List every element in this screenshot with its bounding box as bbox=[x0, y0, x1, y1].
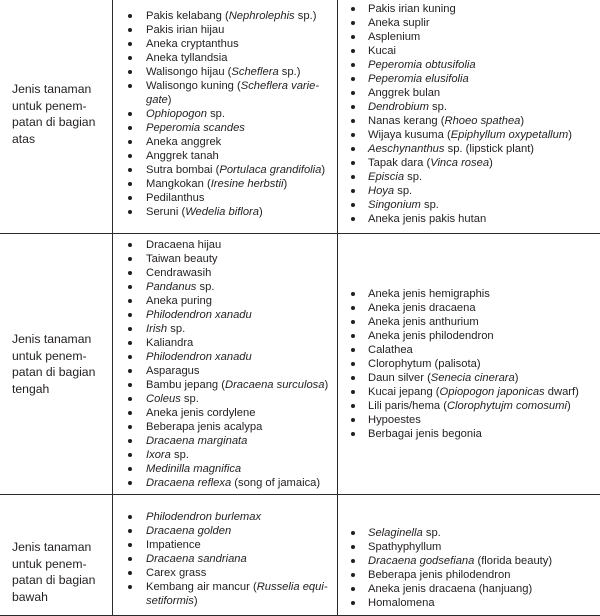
item-text: Aneka jenis dracaena bbox=[368, 302, 476, 314]
item-text: Wijaya kusuma ( bbox=[368, 129, 451, 141]
item-text: Beberapa jenis acalypa bbox=[146, 421, 262, 433]
list-item bbox=[113, 378, 337, 392]
list-item bbox=[113, 205, 337, 219]
species-name: Ophiopogon bbox=[146, 108, 207, 120]
item-text: Nanas kerang ( bbox=[368, 115, 445, 127]
list-item bbox=[113, 163, 337, 177]
plant-list bbox=[113, 503, 337, 608]
item-text: ) bbox=[520, 115, 524, 127]
item-text: Bambu jepang ( bbox=[146, 379, 225, 391]
list-item bbox=[338, 86, 600, 100]
item-text: ) bbox=[325, 379, 329, 391]
species-name: Peperomia scandes bbox=[146, 122, 245, 134]
item-text: Impatience bbox=[146, 539, 201, 551]
list-item bbox=[113, 566, 337, 580]
list-item bbox=[113, 280, 337, 294]
list-item bbox=[113, 23, 337, 37]
species-name: Singonium bbox=[368, 199, 421, 211]
list-item bbox=[113, 364, 337, 378]
item-text: Aneka jenis hemigraphis bbox=[368, 288, 490, 300]
list-item bbox=[113, 107, 337, 121]
list-item bbox=[338, 357, 600, 371]
list-item bbox=[113, 510, 337, 524]
species-name: Vinca rosea bbox=[430, 157, 489, 169]
list-item bbox=[113, 149, 337, 163]
species-name: Peperomia elusifolia bbox=[368, 73, 469, 85]
item-text: sp. bbox=[207, 108, 225, 120]
item-text: sp.) bbox=[279, 66, 301, 78]
list-item bbox=[113, 65, 337, 79]
species-name: Dracaena sandriana bbox=[146, 553, 247, 565]
species-name: Episcia bbox=[368, 171, 404, 183]
item-text: Aneka jenis pakis hutan bbox=[368, 213, 486, 225]
label-line: patan di bagian bbox=[12, 572, 112, 589]
label-line: Jenis tanaman bbox=[12, 331, 112, 348]
plant-list bbox=[113, 238, 337, 490]
item-text: sp. (lipstick plant) bbox=[445, 143, 535, 155]
list-item bbox=[338, 413, 600, 427]
item-text: Aneka anggrek bbox=[146, 136, 221, 148]
list-item bbox=[113, 121, 337, 135]
plant-list-column-2 bbox=[338, 234, 600, 495]
list-item bbox=[338, 582, 600, 596]
item-text: ) bbox=[489, 157, 493, 169]
species-name: Dracaena marginata bbox=[146, 435, 247, 447]
list-item bbox=[113, 434, 337, 448]
list-item bbox=[338, 554, 600, 568]
item-text: Berbagai jenis begonia bbox=[368, 428, 482, 440]
species-name: gate bbox=[146, 94, 168, 106]
plant-list-column-2 bbox=[338, 495, 600, 616]
species-name: Medinilla magnifica bbox=[146, 463, 241, 475]
list-item bbox=[113, 177, 337, 191]
item-text: Carex grass bbox=[146, 567, 206, 579]
item-text: sp. bbox=[404, 171, 422, 183]
item-text: Asparagus bbox=[146, 365, 200, 377]
species-name: Rhoeo spathea bbox=[445, 115, 521, 127]
item-text: ) bbox=[567, 400, 571, 412]
species-name: Russelia equi- bbox=[257, 581, 328, 593]
list-item bbox=[113, 580, 337, 594]
item-text: sp. bbox=[196, 281, 214, 293]
plant-list-column-1 bbox=[113, 0, 338, 234]
item-text: Homalomena bbox=[368, 597, 435, 609]
item-text: ) bbox=[168, 94, 172, 106]
list-item bbox=[338, 58, 600, 72]
species-name: setiformis bbox=[146, 595, 194, 607]
species-name: Peperomia obtusifolia bbox=[368, 59, 476, 71]
species-name: Selaginella bbox=[368, 527, 423, 539]
species-name: Dracaena surculosa bbox=[225, 379, 325, 391]
list-item bbox=[338, 114, 600, 128]
item-text: Sutra bombai ( bbox=[146, 164, 219, 176]
item-text: (florida beauty) bbox=[474, 555, 552, 567]
list-item bbox=[113, 462, 337, 476]
item-text: Kembang air mancur ( bbox=[146, 581, 257, 593]
placement-label bbox=[0, 0, 113, 234]
species-name: Scheflera bbox=[231, 66, 278, 78]
species-name: Coleus bbox=[146, 393, 181, 405]
item-text: sp. bbox=[394, 185, 412, 197]
item-text: sp. bbox=[429, 101, 447, 113]
list-item bbox=[113, 191, 337, 205]
item-text: Aneka jenis dracaena (hanjuang) bbox=[368, 583, 532, 595]
species-name: Epiphyllum oxypetallum bbox=[451, 129, 569, 141]
species-name: Philodendron xanadu bbox=[146, 351, 252, 363]
item-text: Pakis irian kuning bbox=[368, 3, 456, 15]
list-item bbox=[338, 100, 600, 114]
species-name: Aeschynanthus bbox=[368, 143, 445, 155]
plant-list-column-1 bbox=[113, 495, 338, 616]
label-line: bawah bbox=[12, 589, 112, 606]
item-text: ) bbox=[568, 129, 572, 141]
list-item bbox=[338, 72, 600, 86]
item-text: Daun silver ( bbox=[368, 372, 431, 384]
list-item bbox=[113, 392, 337, 406]
item-text: sp. bbox=[171, 449, 189, 461]
list-item bbox=[113, 552, 337, 566]
list-item bbox=[113, 524, 337, 538]
placement-label bbox=[0, 234, 113, 495]
item-text: Anggrek tanah bbox=[146, 150, 219, 162]
species-name: Portulaca grandifolia bbox=[219, 164, 321, 176]
list-item bbox=[338, 427, 600, 441]
item-text: Pedilanthus bbox=[146, 192, 204, 204]
list-item bbox=[113, 476, 337, 490]
label-line: Jenis tanaman bbox=[12, 539, 112, 556]
item-text: ) bbox=[283, 178, 287, 190]
species-name: Philodendron burlemax bbox=[146, 511, 261, 523]
species-name: Iresine herbstii bbox=[211, 178, 284, 190]
list-item bbox=[113, 9, 337, 23]
label-line: untuk penem- bbox=[12, 98, 112, 115]
item-text: Aneka suplir bbox=[368, 17, 430, 29]
label-line: Jenis tanaman bbox=[12, 81, 112, 98]
list-item bbox=[338, 198, 600, 212]
list-item bbox=[113, 252, 337, 266]
item-text: Dracaena hijau bbox=[146, 239, 221, 251]
item-text: sp. bbox=[423, 527, 441, 539]
list-item bbox=[338, 156, 600, 170]
item-text: Lili paris/hema ( bbox=[368, 400, 447, 412]
label-line: untuk penem- bbox=[12, 556, 112, 573]
species-name: Pandanus bbox=[146, 281, 196, 293]
list-item bbox=[338, 343, 600, 357]
item-text: Tapak dara ( bbox=[368, 157, 430, 169]
species-name: Senecia cinerara bbox=[431, 372, 515, 384]
item-text: dwarf) bbox=[545, 386, 579, 398]
species-name: Dracaena reflexa bbox=[146, 477, 231, 489]
list-item bbox=[338, 301, 600, 315]
item-text: Kucai bbox=[368, 45, 396, 57]
item-text: Clorophytum (palisota) bbox=[368, 358, 481, 370]
item-text: Spathyphyllum bbox=[368, 541, 441, 553]
item-text: Asplenium bbox=[368, 31, 420, 43]
list-item bbox=[338, 371, 600, 385]
species-name: Dendrobium bbox=[368, 101, 429, 113]
item-text: Anggrek bulan bbox=[368, 87, 440, 99]
species-name: Wedelia biflora bbox=[185, 206, 259, 218]
item-text: Hypoestes bbox=[368, 414, 421, 426]
list-item bbox=[338, 385, 600, 399]
table-row bbox=[0, 234, 600, 495]
list-item bbox=[113, 336, 337, 350]
label-line: atas bbox=[12, 131, 112, 148]
item-text: sp. bbox=[421, 199, 439, 211]
species-name: Philodendron xanadu bbox=[146, 309, 252, 321]
list-item bbox=[338, 540, 600, 554]
list-item bbox=[338, 212, 600, 226]
list-item bbox=[113, 594, 337, 608]
item-text: Mangkokan ( bbox=[146, 178, 211, 190]
list-item bbox=[113, 266, 337, 280]
item-text: Kucai jepang ( bbox=[368, 386, 440, 398]
plant-list bbox=[338, 2, 600, 226]
list-item bbox=[113, 538, 337, 552]
item-text: Aneka cryptanthus bbox=[146, 38, 239, 50]
plant-list bbox=[338, 287, 600, 441]
list-item bbox=[113, 135, 337, 149]
item-text: Cendrawasih bbox=[146, 267, 211, 279]
plant-list-column-1 bbox=[113, 234, 338, 495]
species-name: Clorophytujm comosumi bbox=[447, 400, 567, 412]
list-item bbox=[338, 30, 600, 44]
item-text: Taiwan beauty bbox=[146, 253, 218, 265]
list-item bbox=[113, 79, 337, 93]
list-item bbox=[113, 420, 337, 434]
item-text: Beberapa jenis philodendron bbox=[368, 569, 510, 581]
list-item bbox=[338, 170, 600, 184]
list-item bbox=[338, 287, 600, 301]
list-item bbox=[113, 51, 337, 65]
label-line: patan di bagian bbox=[12, 114, 112, 131]
species-name: Opiopogon japonicas bbox=[440, 386, 545, 398]
plant-list bbox=[113, 9, 337, 219]
item-text: Aneka jenis cordylene bbox=[146, 407, 255, 419]
species-name: Irish bbox=[146, 323, 167, 335]
item-text: (song of jamaica) bbox=[231, 477, 320, 489]
item-text: ) bbox=[194, 595, 198, 607]
item-text: sp.) bbox=[295, 10, 317, 22]
list-item bbox=[113, 448, 337, 462]
item-text: sp. bbox=[167, 323, 185, 335]
label-line: patan di bagian bbox=[12, 364, 112, 381]
table-row bbox=[0, 495, 600, 616]
list-item bbox=[113, 308, 337, 322]
item-text: ) bbox=[515, 372, 519, 384]
species-name: Dracaena godsefiana bbox=[368, 555, 474, 567]
plant-list bbox=[338, 501, 600, 610]
list-item bbox=[338, 399, 600, 413]
list-item bbox=[338, 184, 600, 198]
list-item bbox=[113, 294, 337, 308]
list-item bbox=[338, 329, 600, 343]
species-name: Nephrolephis bbox=[229, 10, 295, 22]
list-item bbox=[338, 2, 600, 16]
list-item bbox=[338, 568, 600, 582]
list-item bbox=[113, 37, 337, 51]
item-text: Seruni ( bbox=[146, 206, 185, 218]
list-item bbox=[113, 93, 337, 107]
list-item bbox=[113, 406, 337, 420]
label-line: tengah bbox=[12, 381, 112, 398]
list-item bbox=[338, 142, 600, 156]
item-text: Kaliandra bbox=[146, 337, 193, 349]
item-text: Aneka jenis philodendron bbox=[368, 330, 494, 342]
item-text: Aneka tyllandsia bbox=[146, 52, 227, 64]
item-text: ) bbox=[321, 164, 325, 176]
item-text: Aneka jenis anthurium bbox=[368, 316, 479, 328]
list-item bbox=[113, 322, 337, 336]
list-item bbox=[338, 128, 600, 142]
item-text: Aneka puring bbox=[146, 295, 212, 307]
item-text: Pakis irian hijau bbox=[146, 24, 224, 36]
list-item bbox=[338, 16, 600, 30]
table-row bbox=[0, 0, 600, 234]
list-item bbox=[338, 315, 600, 329]
label-line: untuk penem- bbox=[12, 348, 112, 365]
item-text: sp. bbox=[181, 393, 199, 405]
plant-list-column-2 bbox=[338, 0, 600, 234]
species-name: Hoya bbox=[368, 185, 394, 197]
placement-label bbox=[0, 495, 113, 616]
species-name: Dracaena golden bbox=[146, 525, 231, 537]
species-name: Ixora bbox=[146, 449, 171, 461]
list-item bbox=[338, 596, 600, 610]
item-text: Walisongo kuning ( bbox=[146, 80, 241, 92]
item-text: ) bbox=[259, 206, 263, 218]
item-text: Pakis kelabang ( bbox=[146, 10, 229, 22]
list-item bbox=[113, 350, 337, 364]
species-name: Scheflera varie- bbox=[241, 80, 319, 92]
item-text: Calathea bbox=[368, 344, 413, 356]
list-item bbox=[113, 238, 337, 252]
list-item bbox=[338, 44, 600, 58]
item-text: Walisongo hijau ( bbox=[146, 66, 231, 78]
list-item bbox=[338, 526, 600, 540]
